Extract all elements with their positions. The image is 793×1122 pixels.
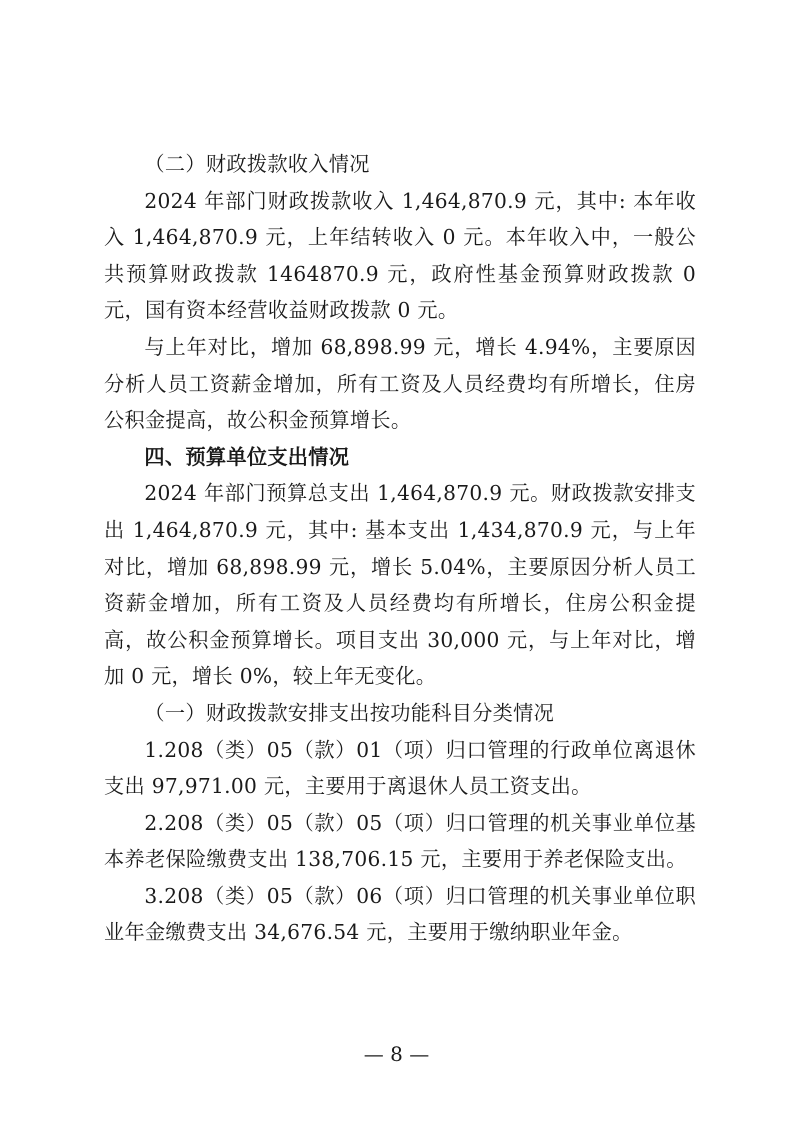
- function-item-2: 2.208（类）05（款）05（项）归口管理的机关事业单位基本养老保险缴费支出 138,706.15 元，主要用于养老保险支出。: [104, 810, 696, 872]
- page-number: — 8 —: [363, 1042, 430, 1066]
- function-item-3: 3.208（类）05（款）06（项）归口管理的机关事业单位职业年金缴费支出 34,676.54 元，主要用于缴纳职业年金。: [104, 883, 696, 945]
- fiscal-income-heading: （二）财政拨款收入情况: [144, 152, 370, 176]
- expenditure-heading: 四、预算单位支出情况: [144, 444, 350, 469]
- document-body: [104, 146, 696, 951]
- function-classification-heading: （一）财政拨款安排支出按功能科目分类情况: [144, 700, 555, 725]
- expenditure-paragraph-1: 2024 年部门预算总支出 1,464,870.9 元。财政拨款安排支出 1,464,870.9 元，其中: 基本支出 1,434,870.9 元，与上年对比，增加 68,898.99 元，增长 5.04%，主要原因分析人员工资薪金增加，所有工资及人员经费均有所增长，住房公积金提高，故公积金预算增长。项目支出 30,000 元，与上年对比，增加 0 元，增长 0%，较上年无变化。: [104, 481, 696, 689]
- fiscal-income-paragraph-2: 与上年对比，增加 68,898.99 元，增长 4.94%，主要原因分析人员工资薪金增加，所有工资及人员经费均有所增长，住房公积金提高，故公积金预算增长。: [104, 334, 696, 433]
- function-item-1: 1.208（类）05（款）01（项）归口管理的行政单位离退休支出 97,971.00 元，主要用于离退休人员工资支出。: [104, 737, 696, 799]
- fiscal-income-paragraph-1: 2024 年部门财政拨款收入 1,464,870.9 元，其中: 本年收入 1,464,870.9 元，上年结转收入 0 元。本年收入中，一般公共预算财政拨款 1464870.9 元，政府性基金预算财政拨款 0 元，国有资本经营收益财政拨款 0 元。: [104, 188, 696, 323]
